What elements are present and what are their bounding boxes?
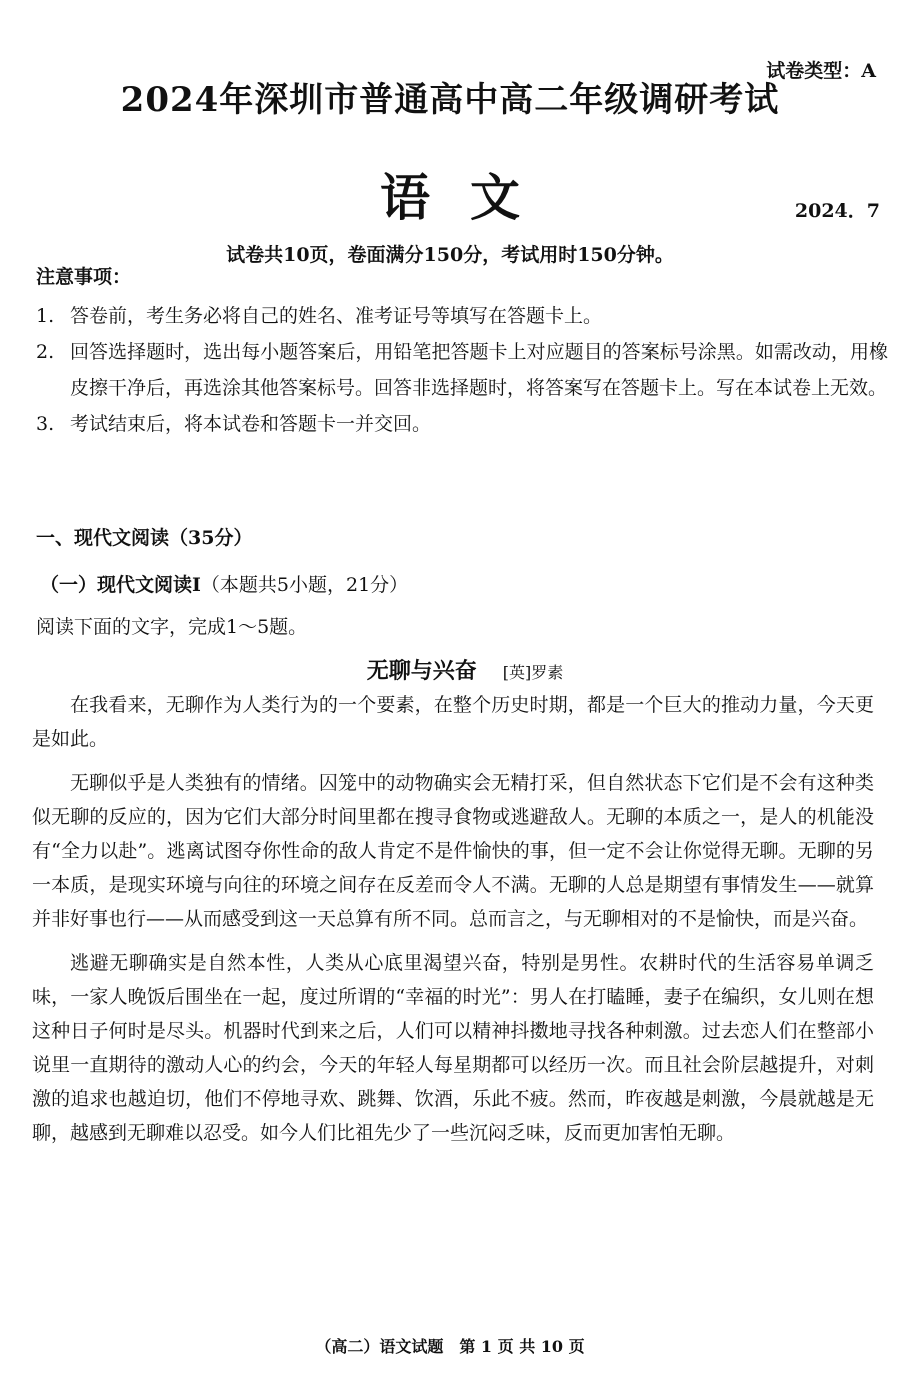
article-title [0, 654, 900, 685]
reading-instruction: 阅读下面的文字，完成1～5题。 [36, 616, 308, 638]
page-footer: （高二）语文试题 第 1 页 共 10 页 [315, 1337, 585, 1356]
notice-item-number: 1. [36, 305, 55, 327]
exam-info: 试卷共10页，卷面满分150分，考试用时150分钟。 [226, 244, 674, 266]
notice-heading: 注意事项： [36, 266, 132, 288]
notice-item [36, 334, 888, 406]
notice-list [36, 298, 888, 442]
article-paragraph: 逃避无聊确实是自然本性，人类从心底里渴望兴奋，特别是男性。农耕时代的生活容易单调乏味，一家人晚饭后围坐在一起，度过所谓的“幸福的时光”：男人在打瞌睡，妻子在编织，女儿则在想这种日子何时是尽头。机器时代到来之后，人们可以精神抖擞地寻找各种刺激。过去恋人们在整部小说里一直期待的激动人心的约会，今天的年轻人每星期都可以经历一次。而且社会阶层越提升，对刺激的追求也越迫切，他们不停地寻欢、跳舞、饮酒，乐此不疲。然而，昨夜越是刺激，今晨就越是无聊，越感到无聊难以忍受。如今人们比祖先少了一些沉闷乏味，反而更加害怕无聊。 [32, 952, 874, 1144]
subsection-title: （一）现代文阅读Ⅰ [40, 574, 201, 596]
subject-title: 语文 [380, 168, 560, 227]
subsection-heading [40, 570, 408, 597]
notice-item [36, 298, 888, 334]
exam-date: 2024．7 [794, 200, 880, 222]
notice-item-text: 回答选择题时，选出每小题答案后，用铅笔把答题卡上对应题目的答案标号涂黑。如需改动，用橡皮擦干净后，再选涂其他答案标号。回答非选择题时，将答案写在答题卡上。写在本试卷上无效。 [70, 341, 888, 399]
paper-type-label: 试卷类型：A [766, 60, 876, 82]
notice-item [36, 406, 888, 442]
article-author: [英]罗素 [502, 663, 564, 682]
article-title-text: 无聊与兴奋 [366, 658, 477, 684]
exam-title: 2024年深圳市普通高中高二年级调研考试 [120, 80, 780, 120]
article-paragraph: 无聊似乎是人类独有的情绪。囚笼中的动物确实会无精打采，但自然状态下它们是不会有这种类似无聊的反应的，因为它们大部分时间里都在搜寻食物或逃避敌人。无聊的本质之一，是人的机能没有“全力以赴”。逃离试图夺你性命的敌人肯定不是件愉快的事，但一定不会让你觉得无聊。无聊的另一本质，是现实环境与向往的环境之间存在反差而令人不满。无聊的人总是期望有事情发生——就算并非好事也行——从而感受到这一天总算有所不同。总而言之，与无聊相对的不是愉快，而是兴奋。 [32, 772, 874, 930]
notice-item-number: 2. [36, 341, 55, 363]
article-paragraph: 在我看来，无聊作为人类行为的一个要素，在整个历史时期，都是一个巨大的推动力量，今天更是如此。 [32, 694, 874, 750]
subsection-detail: （本题共5小题，21分） [200, 574, 409, 596]
notice-item-text: 答卷前，考生务必将自己的姓名、准考证号等填写在答题卡上。 [70, 305, 603, 327]
notice-item-number: 3. [36, 413, 55, 435]
section-heading: 一、现代文阅读（35分） [36, 527, 253, 549]
article-body [32, 688, 874, 1160]
notice-item-text: 考试结束后，将本试卷和答题卡一并交回。 [70, 413, 432, 435]
